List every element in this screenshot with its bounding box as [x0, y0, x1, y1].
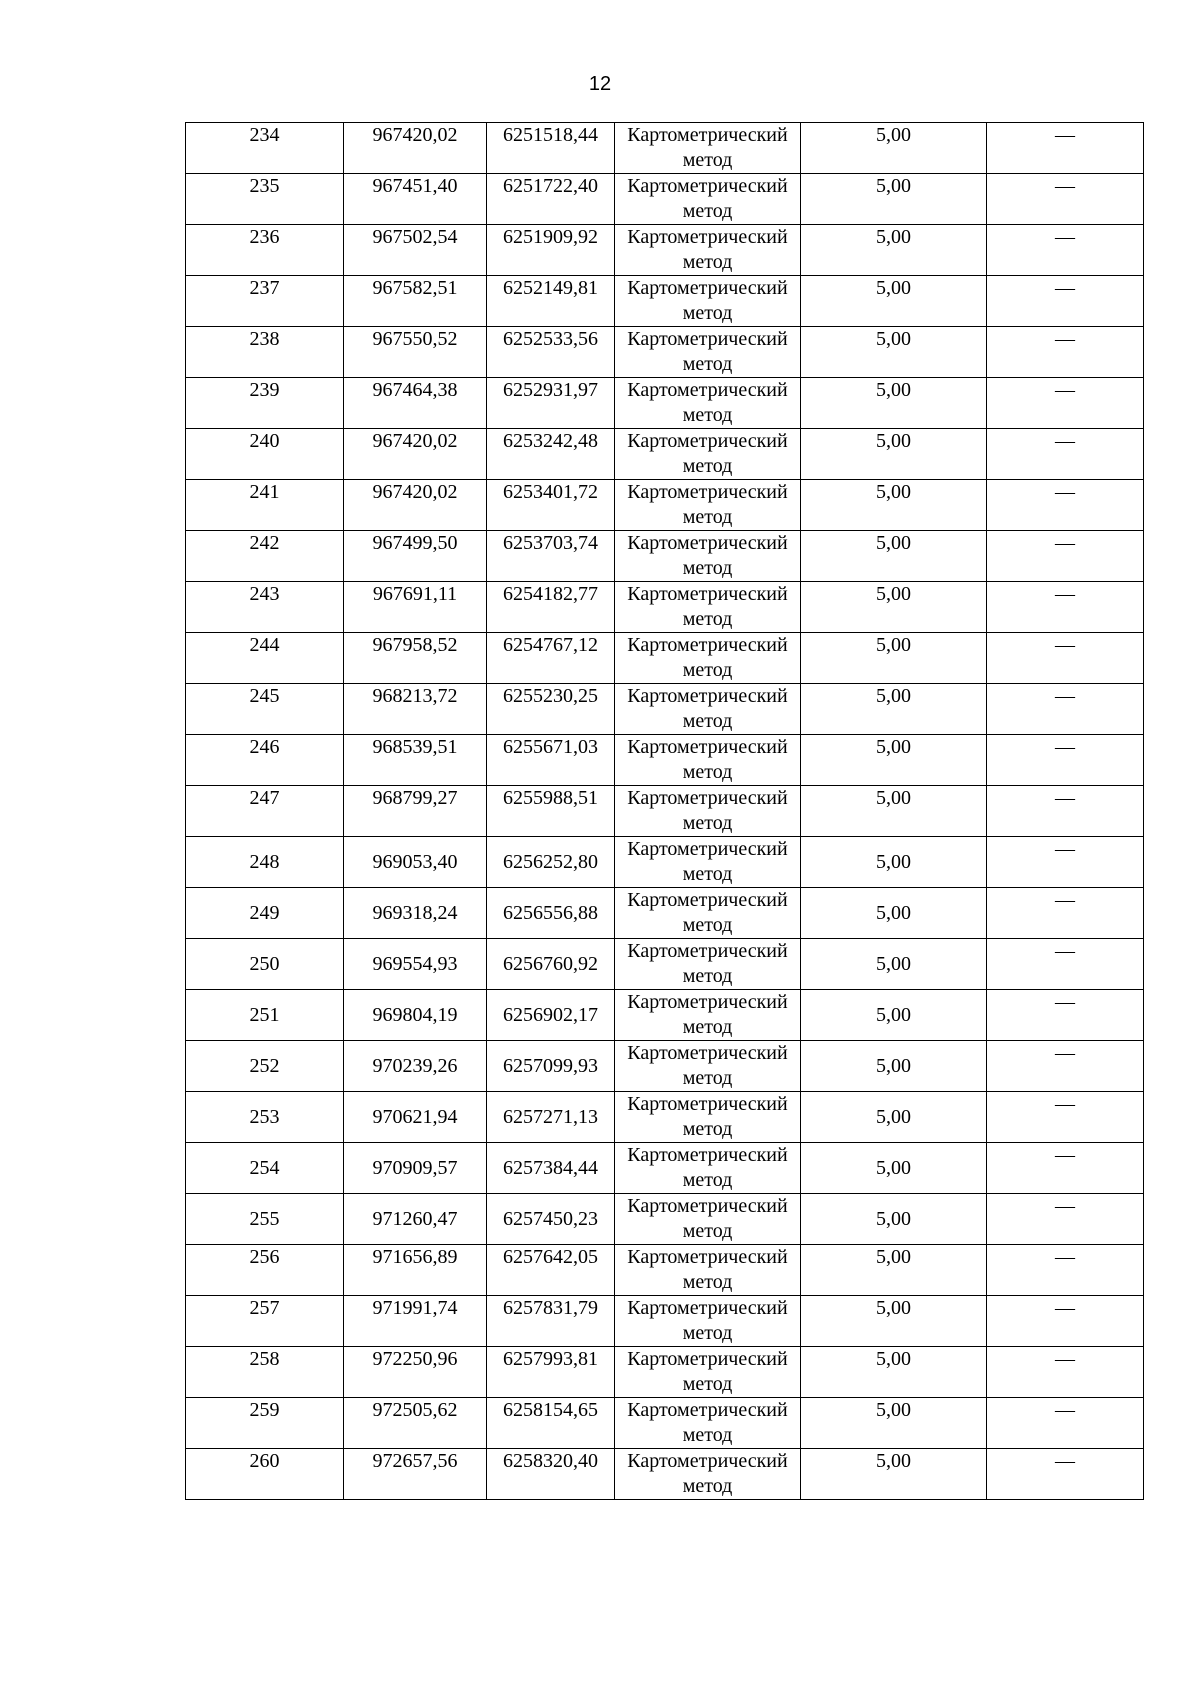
accuracy-cell: 5,00	[801, 1296, 987, 1347]
y-coordinate-cell: 6251909,92	[487, 225, 615, 276]
y-coordinate-cell: 6257099,93	[487, 1041, 615, 1092]
y-coordinate-cell: 6257642,05	[487, 1245, 615, 1296]
table-row	[186, 1092, 1144, 1143]
accuracy-cell: 5,00	[801, 1449, 987, 1500]
method-cell: Картометрический метод	[615, 429, 801, 480]
note-cell: —	[987, 684, 1144, 735]
y-coordinate-cell: 6251722,40	[487, 174, 615, 225]
method-cell: Картометрический метод	[615, 276, 801, 327]
accuracy-cell: 5,00	[801, 123, 987, 174]
point-number-cell: 249	[186, 888, 344, 939]
accuracy-cell: 5,00	[801, 276, 987, 327]
table-row	[186, 225, 1144, 276]
point-number-cell: 251	[186, 990, 344, 1041]
table-row	[186, 1245, 1144, 1296]
method-cell: Картометрический метод	[615, 225, 801, 276]
x-coordinate-cell: 971260,47	[344, 1194, 487, 1245]
method-cell: Картометрический метод	[615, 786, 801, 837]
y-coordinate-cell: 6255230,25	[487, 684, 615, 735]
point-number-cell: 236	[186, 225, 344, 276]
method-cell: Картометрический метод	[615, 582, 801, 633]
point-number-cell: 258	[186, 1347, 344, 1398]
accuracy-cell: 5,00	[801, 633, 987, 684]
point-number-cell: 252	[186, 1041, 344, 1092]
accuracy-cell: 5,00	[801, 735, 987, 786]
point-number-cell: 248	[186, 837, 344, 888]
y-coordinate-cell: 6258154,65	[487, 1398, 615, 1449]
table-row	[186, 1041, 1144, 1092]
y-coordinate-cell: 6252533,56	[487, 327, 615, 378]
note-cell: —	[987, 378, 1144, 429]
x-coordinate-cell: 971991,74	[344, 1296, 487, 1347]
method-cell: Картометрический метод	[615, 633, 801, 684]
table-row	[186, 123, 1144, 174]
method-cell: Картометрический метод	[615, 378, 801, 429]
note-cell: —	[987, 939, 1144, 990]
note-cell: —	[987, 582, 1144, 633]
table-row	[186, 939, 1144, 990]
method-cell: Картометрический метод	[615, 1041, 801, 1092]
point-number-cell: 255	[186, 1194, 344, 1245]
method-cell: Картометрический метод	[615, 888, 801, 939]
method-cell: Картометрический метод	[615, 174, 801, 225]
note-cell: —	[987, 1296, 1144, 1347]
x-coordinate-cell: 967550,52	[344, 327, 487, 378]
note-cell: —	[987, 174, 1144, 225]
table-row	[186, 531, 1144, 582]
y-coordinate-cell: 6257831,79	[487, 1296, 615, 1347]
x-coordinate-cell: 968213,72	[344, 684, 487, 735]
page-number: 12	[588, 73, 612, 95]
table-row	[186, 429, 1144, 480]
accuracy-cell: 5,00	[801, 225, 987, 276]
y-coordinate-cell: 6251518,44	[487, 123, 615, 174]
x-coordinate-cell: 970909,57	[344, 1143, 487, 1194]
y-coordinate-cell: 6257271,13	[487, 1092, 615, 1143]
method-cell: Картометрический метод	[615, 735, 801, 786]
accuracy-cell: 5,00	[801, 1041, 987, 1092]
method-cell: Картометрический метод	[615, 1092, 801, 1143]
point-number-cell: 239	[186, 378, 344, 429]
method-cell: Картометрический метод	[615, 123, 801, 174]
accuracy-cell: 5,00	[801, 1143, 987, 1194]
x-coordinate-cell: 972657,56	[344, 1449, 487, 1500]
accuracy-cell: 5,00	[801, 327, 987, 378]
table-row	[186, 174, 1144, 225]
y-coordinate-cell: 6253703,74	[487, 531, 615, 582]
accuracy-cell: 5,00	[801, 378, 987, 429]
point-number-cell: 234	[186, 123, 344, 174]
x-coordinate-cell: 969318,24	[344, 888, 487, 939]
table-row	[186, 1449, 1144, 1500]
note-cell: —	[987, 1449, 1144, 1500]
accuracy-cell: 5,00	[801, 888, 987, 939]
note-cell: —	[987, 837, 1144, 888]
x-coordinate-cell: 968799,27	[344, 786, 487, 837]
x-coordinate-cell: 967582,51	[344, 276, 487, 327]
method-cell: Картометрический метод	[615, 480, 801, 531]
note-cell: —	[987, 276, 1144, 327]
method-cell: Картометрический метод	[615, 939, 801, 990]
x-coordinate-cell: 967691,11	[344, 582, 487, 633]
accuracy-cell: 5,00	[801, 480, 987, 531]
y-coordinate-cell: 6256252,80	[487, 837, 615, 888]
y-coordinate-cell: 6256760,92	[487, 939, 615, 990]
method-cell: Картометрический метод	[615, 1296, 801, 1347]
table-row	[186, 888, 1144, 939]
accuracy-cell: 5,00	[801, 1194, 987, 1245]
table-row	[186, 1347, 1144, 1398]
x-coordinate-cell: 967958,52	[344, 633, 487, 684]
point-number-cell: 245	[186, 684, 344, 735]
method-cell: Картометрический метод	[615, 1143, 801, 1194]
point-number-cell: 250	[186, 939, 344, 990]
accuracy-cell: 5,00	[801, 837, 987, 888]
coordinates-table-body	[186, 123, 1144, 1500]
method-cell: Картометрический метод	[615, 531, 801, 582]
table-row	[186, 276, 1144, 327]
note-cell: —	[987, 480, 1144, 531]
method-cell: Картометрический метод	[615, 1449, 801, 1500]
y-coordinate-cell: 6253401,72	[487, 480, 615, 531]
accuracy-cell: 5,00	[801, 1347, 987, 1398]
point-number-cell: 253	[186, 1092, 344, 1143]
point-number-cell: 256	[186, 1245, 344, 1296]
note-cell: —	[987, 225, 1144, 276]
y-coordinate-cell: 6257450,23	[487, 1194, 615, 1245]
method-cell: Картометрический метод	[615, 837, 801, 888]
x-coordinate-cell: 967420,02	[344, 123, 487, 174]
note-cell: —	[987, 786, 1144, 837]
method-cell: Картометрический метод	[615, 327, 801, 378]
table-row	[186, 378, 1144, 429]
accuracy-cell: 5,00	[801, 582, 987, 633]
table-row	[186, 684, 1144, 735]
coordinates-table	[185, 122, 1144, 1500]
note-cell: —	[987, 1041, 1144, 1092]
point-number-cell: 237	[186, 276, 344, 327]
accuracy-cell: 5,00	[801, 684, 987, 735]
table-row	[186, 1194, 1144, 1245]
x-coordinate-cell: 972505,62	[344, 1398, 487, 1449]
method-cell: Картометрический метод	[615, 1245, 801, 1296]
point-number-cell: 259	[186, 1398, 344, 1449]
point-number-cell: 241	[186, 480, 344, 531]
note-cell: —	[987, 990, 1144, 1041]
table-row	[186, 786, 1144, 837]
x-coordinate-cell: 968539,51	[344, 735, 487, 786]
x-coordinate-cell: 970239,26	[344, 1041, 487, 1092]
accuracy-cell: 5,00	[801, 174, 987, 225]
method-cell: Картометрический метод	[615, 684, 801, 735]
y-coordinate-cell: 6255988,51	[487, 786, 615, 837]
note-cell: —	[987, 1092, 1144, 1143]
method-cell: Картометрический метод	[615, 1398, 801, 1449]
y-coordinate-cell: 6258320,40	[487, 1449, 615, 1500]
point-number-cell: 247	[186, 786, 344, 837]
method-cell: Картометрический метод	[615, 1347, 801, 1398]
x-coordinate-cell: 971656,89	[344, 1245, 487, 1296]
y-coordinate-cell: 6253242,48	[487, 429, 615, 480]
point-number-cell: 240	[186, 429, 344, 480]
x-coordinate-cell: 967420,02	[344, 429, 487, 480]
x-coordinate-cell: 967451,40	[344, 174, 487, 225]
x-coordinate-cell: 969053,40	[344, 837, 487, 888]
accuracy-cell: 5,00	[801, 990, 987, 1041]
accuracy-cell: 5,00	[801, 429, 987, 480]
accuracy-cell: 5,00	[801, 1092, 987, 1143]
note-cell: —	[987, 1398, 1144, 1449]
table-row	[186, 480, 1144, 531]
point-number-cell: 242	[186, 531, 344, 582]
x-coordinate-cell: 970621,94	[344, 1092, 487, 1143]
x-coordinate-cell: 967420,02	[344, 480, 487, 531]
y-coordinate-cell: 6254182,77	[487, 582, 615, 633]
note-cell: —	[987, 327, 1144, 378]
note-cell: —	[987, 1245, 1144, 1296]
table-row	[186, 1296, 1144, 1347]
method-cell: Картометрический метод	[615, 990, 801, 1041]
method-cell: Картометрический метод	[615, 1194, 801, 1245]
point-number-cell: 246	[186, 735, 344, 786]
table-row	[186, 633, 1144, 684]
note-cell: —	[987, 735, 1144, 786]
x-coordinate-cell: 967502,54	[344, 225, 487, 276]
x-coordinate-cell: 969804,19	[344, 990, 487, 1041]
note-cell: —	[987, 888, 1144, 939]
x-coordinate-cell: 969554,93	[344, 939, 487, 990]
point-number-cell: 260	[186, 1449, 344, 1500]
note-cell: —	[987, 123, 1144, 174]
table-row	[186, 1398, 1144, 1449]
table-row	[186, 582, 1144, 633]
table-row	[186, 735, 1144, 786]
y-coordinate-cell: 6252931,97	[487, 378, 615, 429]
x-coordinate-cell: 967464,38	[344, 378, 487, 429]
table-row	[186, 837, 1144, 888]
accuracy-cell: 5,00	[801, 1245, 987, 1296]
y-coordinate-cell: 6255671,03	[487, 735, 615, 786]
note-cell: —	[987, 633, 1144, 684]
accuracy-cell: 5,00	[801, 1398, 987, 1449]
note-cell: —	[987, 531, 1144, 582]
y-coordinate-cell: 6254767,12	[487, 633, 615, 684]
accuracy-cell: 5,00	[801, 939, 987, 990]
table-row	[186, 1143, 1144, 1194]
point-number-cell: 235	[186, 174, 344, 225]
y-coordinate-cell: 6257993,81	[487, 1347, 615, 1398]
y-coordinate-cell: 6256556,88	[487, 888, 615, 939]
point-number-cell: 238	[186, 327, 344, 378]
accuracy-cell: 5,00	[801, 786, 987, 837]
accuracy-cell: 5,00	[801, 531, 987, 582]
point-number-cell: 243	[186, 582, 344, 633]
point-number-cell: 244	[186, 633, 344, 684]
y-coordinate-cell: 6257384,44	[487, 1143, 615, 1194]
note-cell: —	[987, 1347, 1144, 1398]
note-cell: —	[987, 1143, 1144, 1194]
x-coordinate-cell: 967499,50	[344, 531, 487, 582]
x-coordinate-cell: 972250,96	[344, 1347, 487, 1398]
note-cell: —	[987, 1194, 1144, 1245]
table-row	[186, 327, 1144, 378]
point-number-cell: 257	[186, 1296, 344, 1347]
note-cell: —	[987, 429, 1144, 480]
y-coordinate-cell: 6256902,17	[487, 990, 615, 1041]
point-number-cell: 254	[186, 1143, 344, 1194]
y-coordinate-cell: 6252149,81	[487, 276, 615, 327]
table-row	[186, 990, 1144, 1041]
